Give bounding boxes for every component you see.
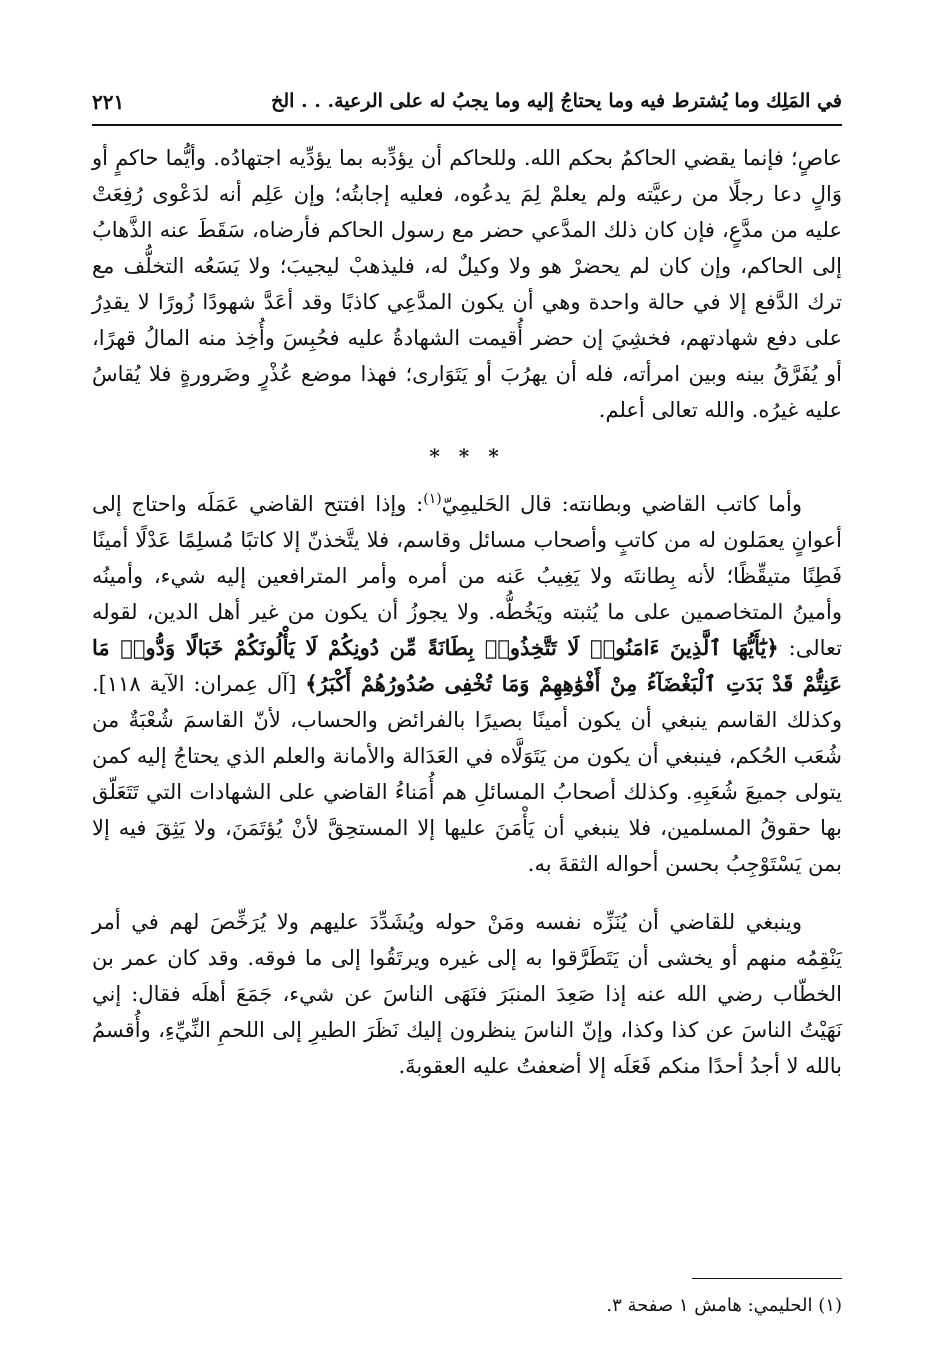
- paragraph-summons: عاصٍ؛ فإنما يقضي الحاكمُ بحكم الله. وللحاكم أن يؤدِّبه بما يؤدِّيه اجتهادُه. وأيُّما حاكمٍ أو وَالٍ دعا رجلًا من رعيَّته ولم يعلمْ لِمَ يدعُوه، فعليه إجابتُه؛ وإن عَلِم أنه لدَعْوى رُفِعَتْ عليه من مدَّعٍ، فإن كان ذلك المدَّعي حضر مع رسول الحاكم فأرضاه، سَقَطَ عنه الذَّهابُ إلى الحاكم، وإن كان لم يحضرْ هو ولا وكيلٌ له، فليذهبْ ليجيبَ؛ ولا يَسَعُه التخلُّف مع ترك الدَّفع إلا في حالة واحدة وهي أن يكون المدَّعِي كاذبًا وقد أعَدَّ شهودًا زُورًا لا يقدِرُ على دفع شهادتهم، فخشِيَ إن حضر أُقيمت الشهادةُ عليه فحُبِسَ وأُخِذ منه المالُ قهرًا، أو يُفَرَّقُ بينه وبين امرأته، فله أن يهرُبَ أو يَتَوَارى؛ فهذا موضع عُذْرٍ وضَرورةٍ فلا يُقاسُ عليه غيرُه. والله تعالى أعلم.: [92, 146, 842, 422]
- paragraph-judge-scribe-part-c: [آل عِمران: الآية ١١٨]. وكذلك القاسم ينبغي أن يكون أمينًا بصيرًا بالفرائض والحساب، لأنّ القاسمَ شُعْبَةٌ من شُعَب الحُكم، فينبغي أن يكون من يَتَوَلَّاه في العَدَالة والأمانة والعلم الذي يحتاجُ إليه كمن يتولى جميعَ شُعَبِهِ. وكذلك أصحابُ المسائلِ هم أُمَناءُ القاضي على الشهادات التي تَتَعَلّق بها حقوقُ المسلمين، فلا ينبغي أن يَأْمَنَ عليها إلا المستحِقَّ لأنْ يُؤتَمَنَ، ولا يَثِقَ فيه إلا بمن يَسْتَوْجِبُ بحسن أحواله الثقةَ به.: [92, 672, 842, 876]
- page-number: ٢٢١: [92, 90, 125, 114]
- footnote-divider: [692, 1278, 842, 1279]
- main-text: [92, 140, 842, 1084]
- footnote: (١) الحليمي: هامش ١ صفحة ٣.: [606, 1295, 842, 1316]
- quran-verse: ﴿يَٰٓأَيُّهَا ٱلَّذِينَ ءَامَنُوا۟ لَا تَتَّخِذُوا۟ بِطَانَةً مِّن دُونِكُمْ لَا يَأْلُونَكُمْ خَبَالًا وَدُّوا۟ مَا عَنِتُّمْ قَدْ بَدَتِ ٱلْبَغْضَآءُ مِنْ أَفْوَٰهِهِمْ وَمَا تُخْفِى صُدُورُهُمْ أَكْبَرُ﴾: [92, 635, 842, 696]
- section-divider: * * *: [429, 444, 505, 468]
- paragraph-judge-conduct: وينبغي للقاضي أن يُنَزِّه نفسه ومَنْ حوله ويُشَدِّدَ عليهم ولا يُرَخِّصَ لهم في أمر يَنْقِمُه منهم أو يخشى أن يَتَطَرَّقوا به إلى غيره ويرتَقُوا إلى ما فوقه. وقد كان عمر بن الخطّاب رضي الله عنه إذا صَعِدَ المنبَرَ فنَهَى الناسَ عن شيء، جَمَعَ أهلَه فقال: إني نَهَيْتُ الناسَ عن كذا وكذا، وإنّ الناسَ ينظرون إليك نَظَرَ الطيرِ إلى اللحمِ النِّيِّءِ، وأُقسمُ بالله لا أجدُ أحدًا منكم فَعَلَه إلا أضعفتُ عليه العقوبةَ.: [92, 910, 842, 1078]
- running-header: [92, 84, 842, 126]
- footnote-reference: (١): [423, 491, 442, 507]
- paragraph-judge-scribe: [92, 486, 842, 882]
- paragraph-judge-scribe-part-b: : وإذا افتتح القاضي عَمَلَه واحتاج إلى أعوانٍ يعمَلون له من كاتبٍ وأصحاب مسائل وقاسم، فلا يتَّخذنّ إلا كاتبًا مُسلِمًا عَدْلًا أمينًا فَطِنًا متيقِّظًا؛ لأنه بِطانتَه ولا يَغِيبُ عَنه من أمره وأمر المترافعين إليه شيء، وأمينُه وأمينُ المتخاصمين على ما يُثبته ويَخُطُّه. ولا يجوزُ أن يكون من غير أهل الدين، لقوله تعالى:: [92, 492, 842, 660]
- header-title: في المَلِك وما يُشترط فيه وما يحتاجُ إليه وما يجبُ له على الرعية. . . الخ: [271, 90, 842, 112]
- paragraph-judge-scribe-part-a: وأما كاتب القاضي وبطانته: قال الحَليمِيّ: [441, 492, 802, 516]
